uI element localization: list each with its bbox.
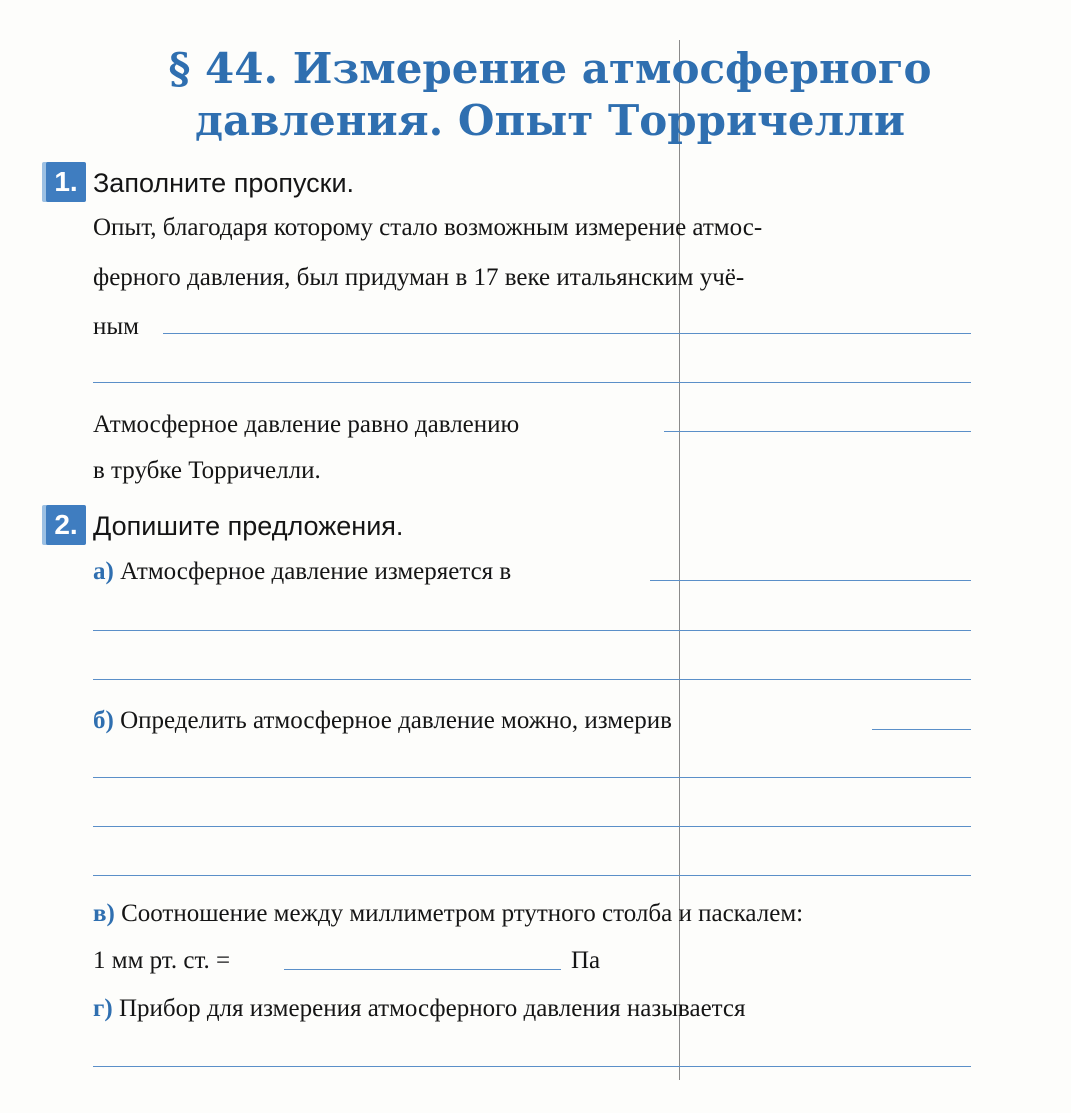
item-v-text: Соотношение между миллиметром ртутного столба и паскалем:: [121, 900, 804, 927]
answer-line-a-3[interactable]: [93, 679, 971, 680]
section-title-line2: давления. Опыт Торричелли: [195, 96, 905, 145]
item-g-letter: г): [93, 995, 113, 1022]
answer-line-v[interactable]: [284, 969, 561, 970]
answer-line-pressure[interactable]: [664, 431, 971, 432]
pressure-text-line1: Атмосферное давление равно давлению: [93, 411, 520, 438]
answer-line-b-3[interactable]: [93, 826, 971, 827]
answer-line-b-4[interactable]: [93, 875, 971, 876]
answer-line-g[interactable]: [93, 1066, 971, 1067]
answer-line-b-2[interactable]: [93, 777, 971, 778]
item-g-text: Прибор для измерения атмосферного давления называется: [118, 995, 746, 1022]
task-1-text-line3: ным: [93, 313, 139, 340]
item-b: [93, 705, 672, 737]
answer-line-a-1[interactable]: [650, 580, 971, 581]
task-2-heading: Допишите предложения.: [93, 511, 404, 541]
item-g: [93, 993, 746, 1025]
item-b-letter: б): [93, 707, 114, 734]
formula-left: 1 мм рт. ст. =: [93, 947, 231, 974]
answer-line-b-1[interactable]: [872, 729, 971, 730]
section-title: § 44. Измерение атмосферного: [168, 44, 932, 93]
pressure-text-line2: в трубке Торричелли.: [93, 457, 321, 484]
answer-line-a-2[interactable]: [93, 630, 971, 631]
item-b-text: Определить атмосферное давление можно, измерив: [120, 707, 672, 734]
answer-line-scientist-2[interactable]: [93, 382, 971, 383]
task-2-badge: 2.: [46, 505, 86, 545]
formula-unit: Па: [571, 947, 601, 974]
task-1-heading: Заполните пропуски.: [93, 168, 355, 198]
task-1-badge: 1.: [46, 162, 86, 202]
answer-line-scientist[interactable]: [163, 333, 971, 334]
item-a-letter: а): [93, 558, 114, 585]
task-1-text-line2: ферного давления, был придуман в 17 веке итальянским учё-: [93, 264, 745, 291]
item-a: [93, 556, 511, 588]
item-v-letter: в): [93, 900, 115, 927]
item-v: [93, 898, 803, 930]
item-a-text: Атмосферное давление измеряется в: [120, 558, 512, 585]
task-1-text-line1: Опыт, благодаря которому стало возможным измерение атмос-: [93, 214, 763, 241]
